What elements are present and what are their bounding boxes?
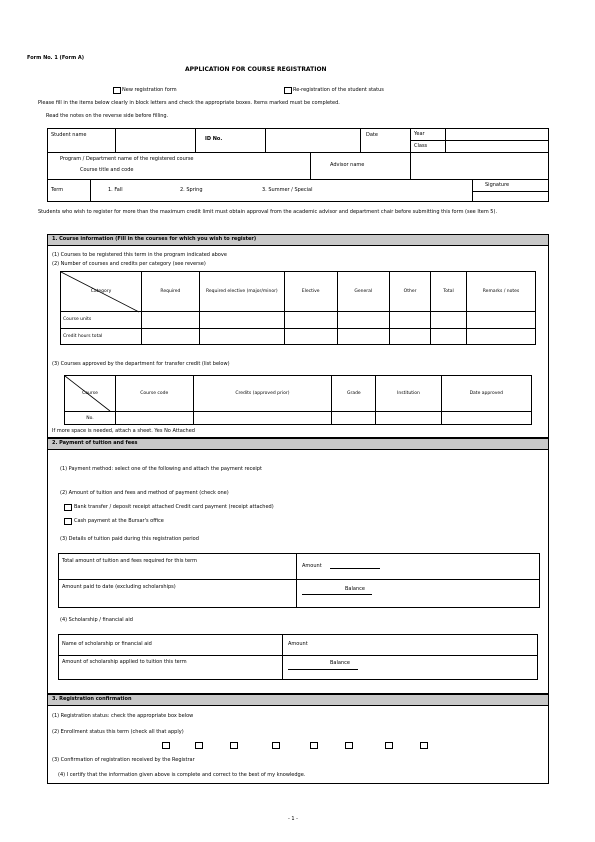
term-spring: 2. Spring <box>180 187 203 193</box>
status-checkbox[interactable] <box>272 742 280 749</box>
scholarship-amount-value: Balance <box>330 660 350 666</box>
term-summer: 3. Summer / Special <box>262 187 313 193</box>
scholarship-amount-label: Amount of scholarship applied to tuition this term <box>62 659 187 665</box>
balance-input-line[interactable] <box>302 594 372 595</box>
status-checkbox[interactable] <box>310 742 318 749</box>
table-cell[interactable] <box>376 412 441 425</box>
tuition-paid-label: Amount paid to date (excluding scholarships) <box>62 584 176 590</box>
table-cell[interactable] <box>431 328 467 345</box>
year-label: Year <box>414 131 425 137</box>
transfer-credit-table <box>64 375 532 425</box>
table-cell[interactable] <box>337 328 390 345</box>
table-cell[interactable] <box>441 412 531 425</box>
table-cell[interactable] <box>142 312 200 329</box>
name-label: Student name <box>51 132 87 138</box>
table-header-cell: Credits (approved prior) <box>193 376 332 412</box>
section-3-title: 3. Registration confirmation <box>47 694 549 706</box>
status-checkbox[interactable] <box>420 742 428 749</box>
instruction-text-2: Read the notes on the reverse side before filling. <box>46 113 169 119</box>
table-row-label: No. <box>65 412 116 425</box>
table-header-cell: Required <box>142 272 200 312</box>
section-2-line-3: (3) Details of tuition paid during this registration period <box>60 536 199 542</box>
page-number: - 1 - <box>288 816 298 822</box>
section-1-line-1: (1) Courses to be registered this term in the program indicated above <box>52 252 227 258</box>
section-2-line-2: (2) Amount of tuition and fees and method of payment (check one) <box>60 490 229 496</box>
class-label: Class <box>414 143 428 149</box>
table-cell[interactable] <box>199 328 284 345</box>
option-left-label: New registration form <box>122 87 177 93</box>
table-cell[interactable] <box>199 312 284 329</box>
section-2-title: 2. Payment of tuition and fees <box>47 438 549 450</box>
table-cell[interactable] <box>467 328 536 345</box>
option-bank-transfer: Bank transfer / deposit receipt attached Credit card payment (receipt attached) <box>74 504 274 510</box>
program-label: Program / Department name of the registered course <box>60 156 194 162</box>
instruction-text: Please fill in the items below clearly in block letters and check the appropriate boxes. Items marked must be completed. <box>38 100 340 106</box>
table-cell[interactable] <box>332 412 376 425</box>
diagonal-divider <box>64 375 111 412</box>
section-3-line-4: (4) I certify that the information given above is complete and correct to the best of my knowledge. <box>58 772 306 778</box>
table-header-cell: Total <box>431 272 467 312</box>
table-header-cell: Remarks / notes <box>467 272 536 312</box>
table-cell[interactable] <box>142 328 200 345</box>
program-sublabel: Course title and code <box>80 167 134 173</box>
status-checkbox[interactable] <box>385 742 393 749</box>
page-title: APPLICATION FOR COURSE REGISTRATION <box>185 66 327 73</box>
table-cell[interactable] <box>284 328 337 345</box>
table-header-cell: Course code <box>116 376 194 412</box>
section-3 <box>47 694 549 784</box>
scholarship-name-label: Name of scholarship or financial aid <box>62 641 152 647</box>
table-header-cell: Required elective (major/minor) <box>199 272 284 312</box>
table-row-label: Course units <box>61 312 142 329</box>
table-header-cell: Date approved <box>441 376 531 412</box>
table-cell[interactable] <box>337 312 390 329</box>
term-label: Term <box>51 187 64 193</box>
section-3-line-2: (2) Enrollment status this term (check all that apply) <box>52 729 184 735</box>
tuition-required-label: Total amount of tuition and fees required for this term <box>62 558 197 564</box>
table-cell[interactable] <box>467 312 536 329</box>
amount-input-line[interactable] <box>330 568 380 569</box>
section-1-footnote: If more space is needed, attach a sheet. Yes No Attached <box>52 428 195 434</box>
table-header-cell: Course <box>65 376 116 412</box>
tuition-paid-value: Balance <box>345 586 365 592</box>
form-code: Form No. 1 (Form A) <box>27 55 85 61</box>
status-checkbox[interactable] <box>162 742 170 749</box>
status-checkbox[interactable] <box>195 742 203 749</box>
table-cell[interactable] <box>193 412 332 425</box>
table-header-cell: General <box>337 272 390 312</box>
section-2-line-4: (4) Scholarship / financial aid <box>60 617 133 623</box>
section-2-line-1: (1) Payment method: select one of the following and attach the payment receipt <box>60 466 262 472</box>
table-cell[interactable] <box>284 312 337 329</box>
table-header-cell: Institution <box>376 376 441 412</box>
scholarship-name-value: Amount <box>288 641 308 647</box>
checkbox-re-registration[interactable] <box>284 87 292 94</box>
section-3-line-1: (1) Registration status: check the appropriate box below <box>52 713 194 719</box>
date-label: Date <box>366 132 378 138</box>
diagonal-divider <box>60 271 140 313</box>
table-header-cell: Grade <box>332 376 376 412</box>
checkbox-cash[interactable] <box>64 518 72 525</box>
section-1-line-2: (2) Number of courses and credits per category (see reverse) <box>52 261 206 267</box>
checkbox-bank-transfer[interactable] <box>64 504 72 511</box>
tuition-required-value: Amount <box>302 563 322 569</box>
option-right-label: Re-registration of the student status <box>293 87 384 93</box>
table-cell[interactable] <box>390 328 431 345</box>
table-row-label: Credit hours total <box>61 328 142 345</box>
table-header-cell: Category <box>61 272 142 312</box>
scholarship-input-line[interactable] <box>288 669 358 670</box>
section-1-line-3: (3) Courses approved by the department for transfer credit (list below) <box>52 361 230 367</box>
table-cell[interactable] <box>116 412 194 425</box>
credit-limit-note: Students who wish to register for more than the maximum credit limit must obtain approval from the academic advisor and department chair before submitting this form (see Item 5). <box>38 209 498 215</box>
term-fall: 1. Fall <box>108 187 123 193</box>
id-label: ID No. <box>205 136 223 142</box>
status-checkbox[interactable] <box>345 742 353 749</box>
table-cell[interactable] <box>431 312 467 329</box>
section-3-line-3: (3) Confirmation of registration received by the Registrar <box>52 757 195 763</box>
table-cell[interactable] <box>390 312 431 329</box>
section-1-title: 1. Course information (Fill in the courses for which you wish to register) <box>47 234 549 246</box>
advisor-label: Advisor name <box>330 162 365 168</box>
signature-label: Signature <box>485 182 510 188</box>
status-checkbox[interactable] <box>230 742 238 749</box>
table-header-cell: Elective <box>284 272 337 312</box>
table-header-cell: Other <box>390 272 431 312</box>
checkbox-new-registration[interactable] <box>113 87 121 94</box>
option-cash: Cash payment at the Bursar's office <box>74 518 164 524</box>
